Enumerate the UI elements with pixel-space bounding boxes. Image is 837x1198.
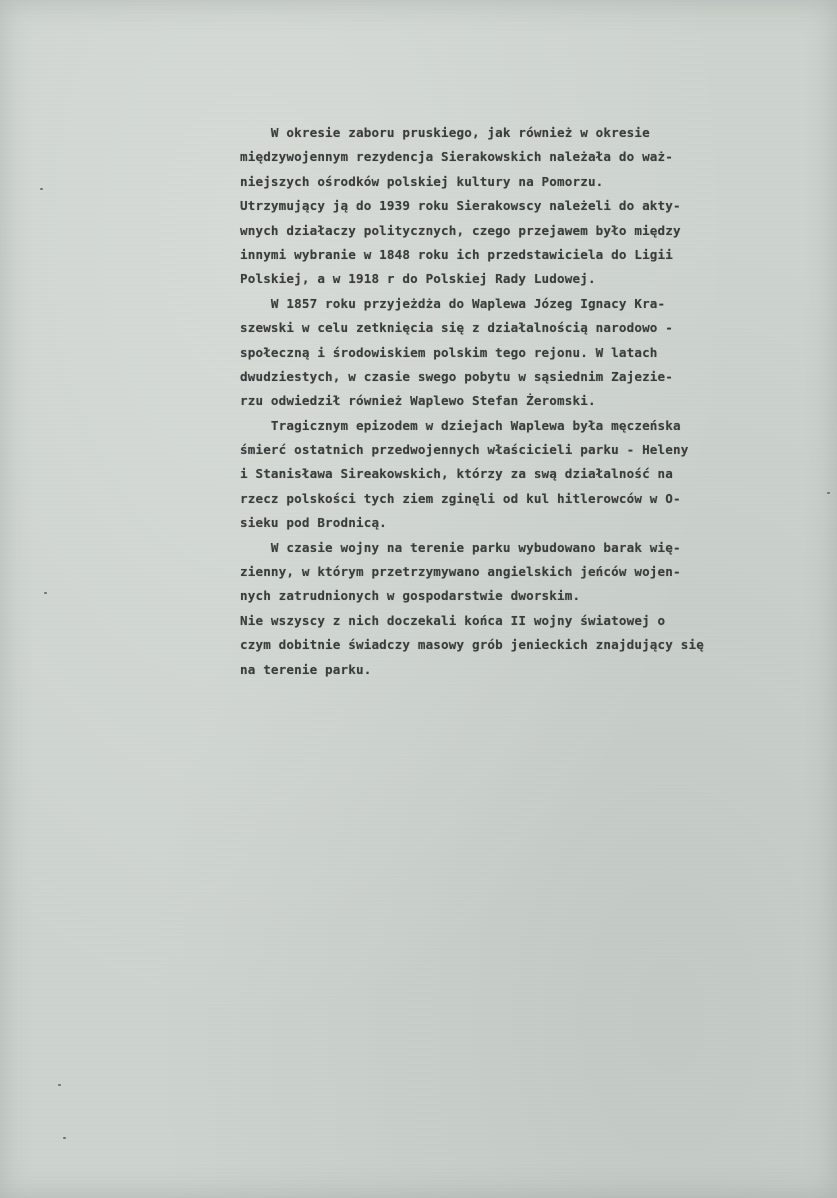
paper-speck (63, 1137, 66, 1139)
text-line: dwudziestych, w czasie swego pobytu w sąsiednim Zajezie- (240, 368, 673, 384)
text-line: na terenie parku. (240, 661, 372, 677)
text-line: sieku pod Brodnicą. (240, 515, 387, 531)
text-line: czym dobitnie świadczy masowy grób jenieckich znajdujący się (240, 637, 704, 653)
text-line: zienny, w którym przetrzymywano angielskich jeńców wojen- (240, 564, 681, 580)
paper-speck (827, 492, 830, 494)
text-line: Nie wszyscy z nich doczekali końca II wojny światowej o (240, 612, 666, 628)
text-line: rzecz polskości tych ziem zginęli od kul hitlerowców w O- (240, 490, 681, 506)
text-line: niejszych ośrodków polskiej kultury na Pomorzu. (240, 173, 604, 189)
text-line: śmierć ostatnich przedwojennych właścicieli parku - Heleny (240, 442, 689, 458)
paper-speck (44, 592, 47, 594)
text-line: szewski w celu zetknięcia się z działalnością narodowo - (240, 320, 673, 336)
text-line: międzywojennym rezydencja Sierakowskich należała do waż- (240, 149, 673, 165)
text-line: społeczną i środowiskiem polskim tego rejonu. W latach (240, 344, 658, 360)
text-line: wnych działaczy politycznych, czego przejawem było między (240, 222, 681, 238)
paper-speck (58, 1084, 61, 1086)
text-line: Tragicznym epizodem w dziejach Waplewa była męczeńska (240, 417, 681, 433)
text-line: W 1857 roku przyjeżdża do Waplewa Józeg Ignacy Kra- (240, 295, 666, 311)
text-line: innymi wybranie w 1848 roku ich przedstawiciela do Ligii (240, 246, 673, 262)
text-line: W okresie zaboru pruskiego, jak również w okresie (240, 125, 650, 140)
text-line: nych zatrudnionych w gospodarstwie dworskim. (240, 588, 581, 604)
text-line: W czasie wojny na terenie parku wybudowano barak wię- (240, 539, 681, 555)
text-line: Polskiej, a w 1918 r do Polskiej Rady Ludowej. (240, 271, 596, 287)
paper-speck (40, 188, 43, 190)
text-line: rzu odwiedził również Waplewo Stefan Żeromski. (240, 393, 596, 409)
text-line: Utrzymujący ją do 1939 roku Sierakowscy należeli do akty- (240, 198, 681, 214)
text-line: i Stanisława Sireakowskich, którzy za swą działalność na (240, 466, 673, 482)
typewritten-text (240, 121, 820, 682)
